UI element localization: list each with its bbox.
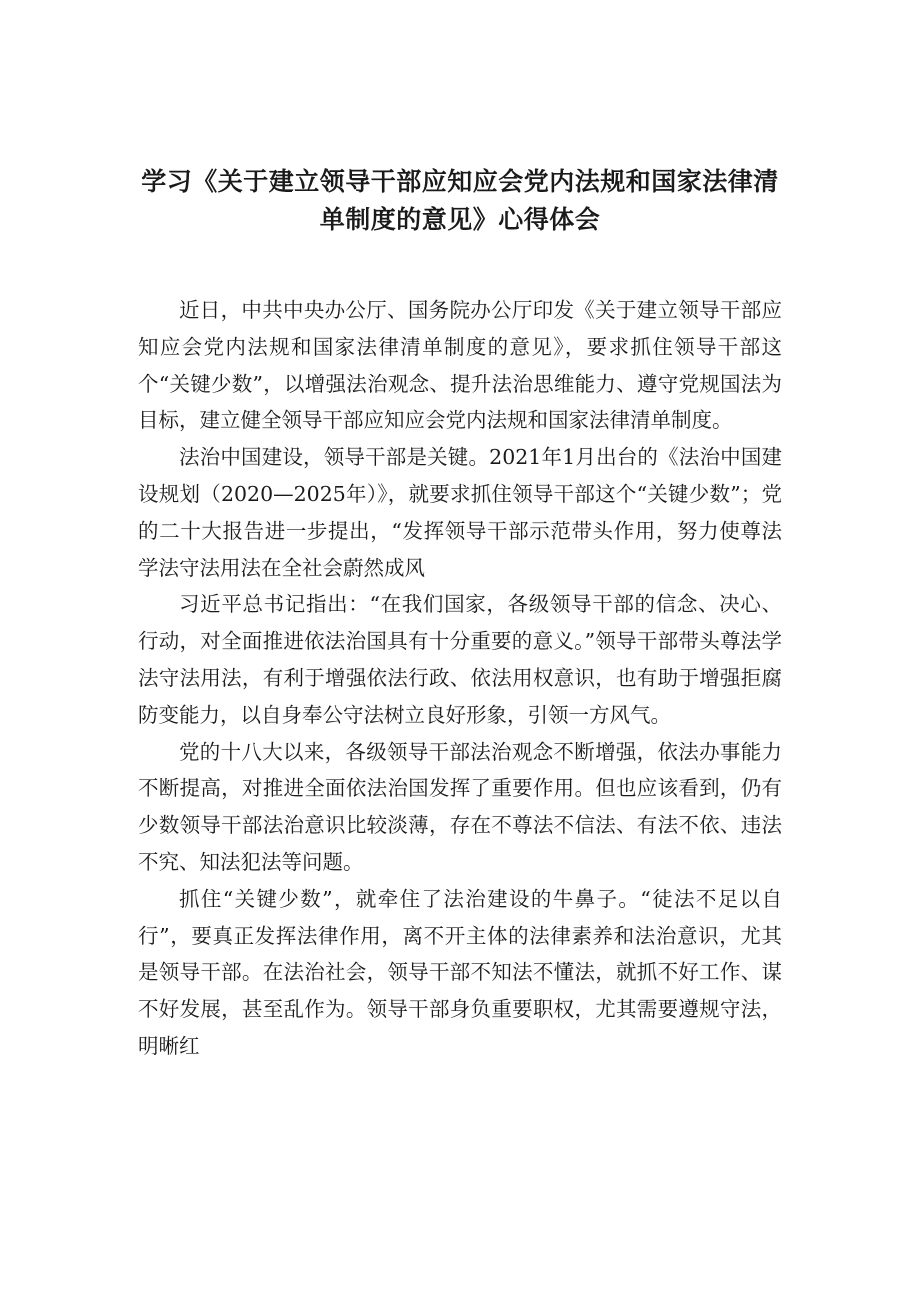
paragraph-3: 习近平总书记指出：“在我们国家，各级领导干部的信念、决心、行动，对全面推进依法治国具有十分重要的意义。”领导干部带头尊法学法守法用法，有利于增强依法行政、依法用权意识，也有助于增强拒腐防变能力，以自身奉公守法树立良好形象，引领一方风气。 (138, 592, 782, 727)
paragraph-1: 近日，中共中央办公厅、国务院办公厅印发《关于建立领导干部应知应会党内法规和国家法律清单制度的意见》，要求抓住领导干部这个“关键少数”，以增强法治观念、提升法治思维能力、遵守党规国法为目标，建立健全领导干部应知应会党内法规和国家法律清单制度。 (138, 298, 782, 433)
paragraph-4: 党的十八大以来，各级领导干部法治观念不断增强，依法办事能力不断提高，对推进全面依法治国发挥了重要作用。但也应该看到，仍有少数领导干部法治意识比较淡薄，存在不尊法不信法、有法不依、违法不究、知法犯法等问题。 (138, 739, 782, 874)
document-title-line-2: 单制度的意见》心得体会 (319, 205, 601, 234)
paragraph-5: 抓住“关键少数”，就牵住了法治建设的牛鼻子。“徒法不足以自行”，要真正发挥法律作用，离不开主体的法律素养和法治意识，尤其是领导干部。在法治社会，领导干部不知法不懂法，就抓不好工作、谋不好发展，甚至乱作为。领导干部身负重要职权，尤其需要遵规守法，明晰红 (138, 886, 782, 1058)
document-body (138, 292, 782, 1065)
paragraph-2: 法治中国建设，领导干部是关键。2021年1月出台的《法治中国建设规划（2020—2025年）》，就要求抓住领导干部这个“关键少数”；党的二十大报告进一步提出，“发挥领导干部示范带头作用，努力使尊法学法守法用法在全社会蔚然成风 (138, 445, 782, 580)
document-title-line-1: 学习《关于建立领导干部应知应会党内法规和国家法律清 (141, 167, 779, 196)
